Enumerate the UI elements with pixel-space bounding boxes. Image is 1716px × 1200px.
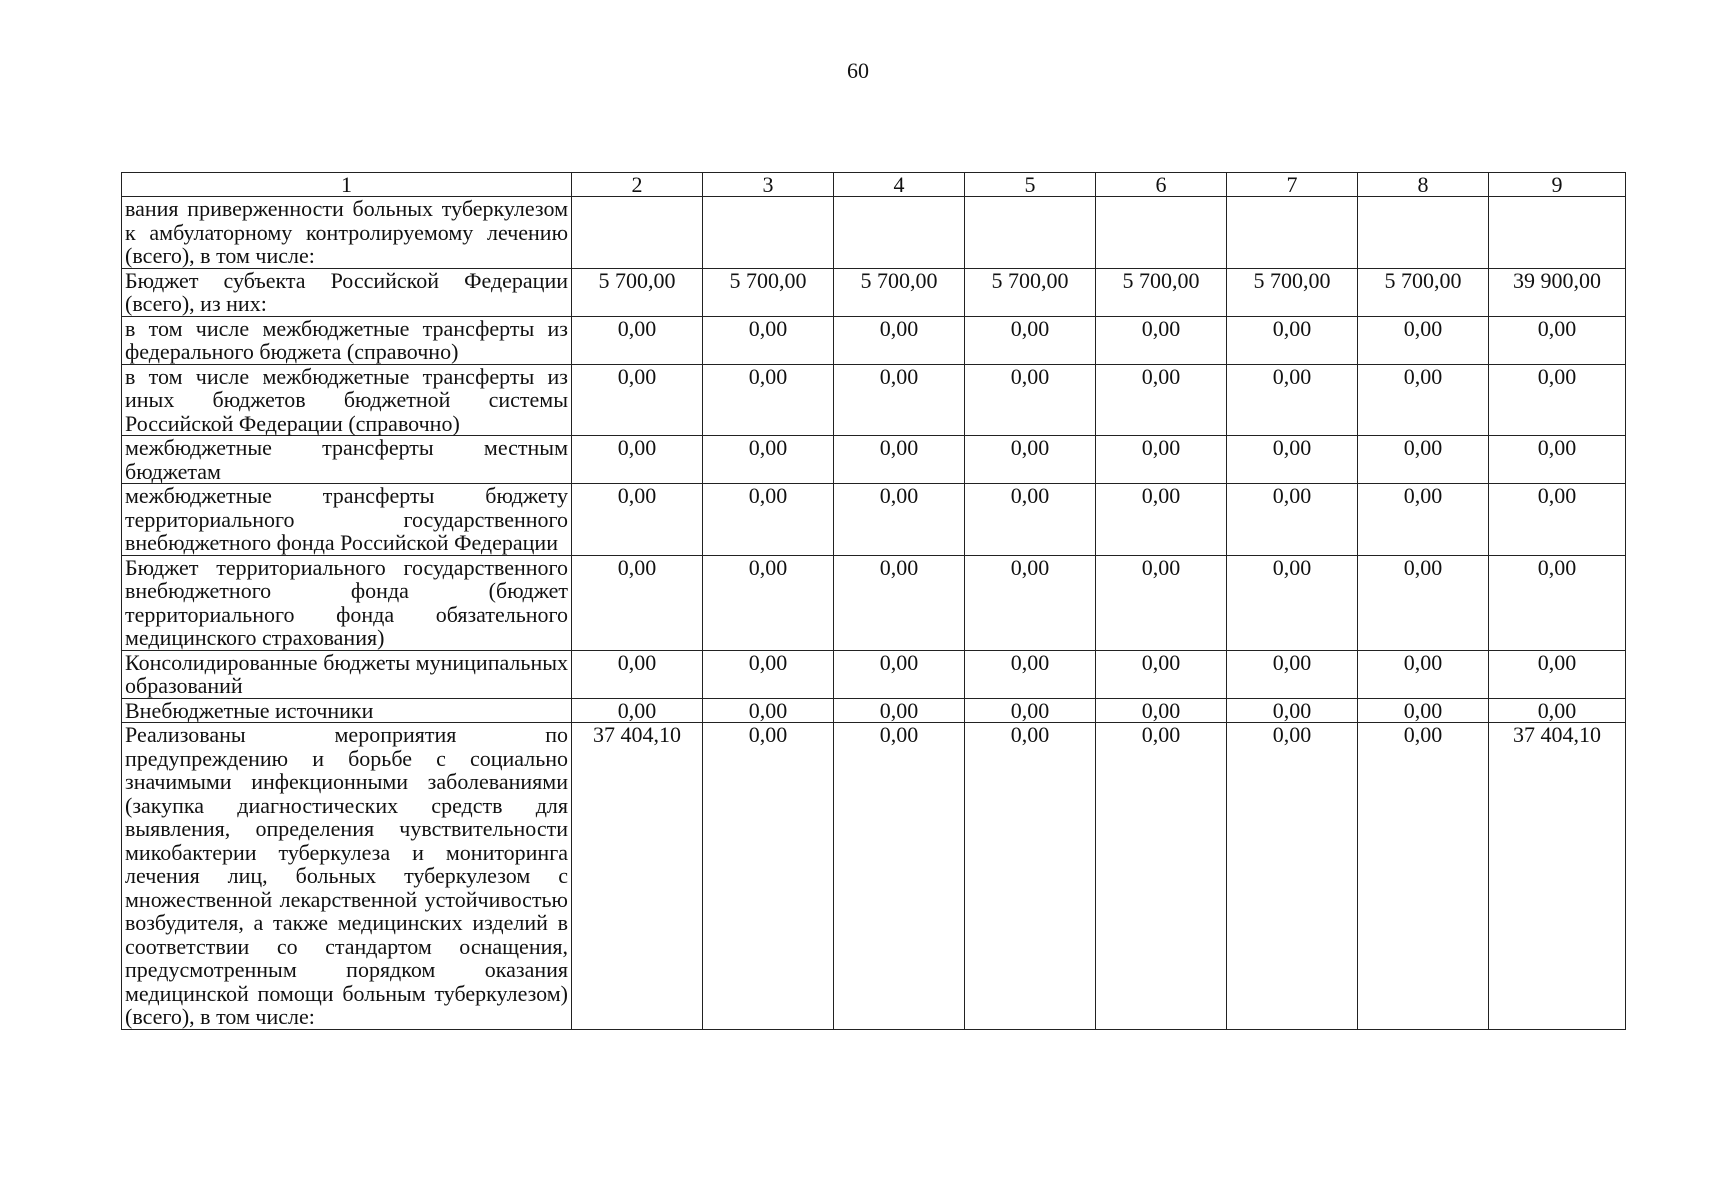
row-value: 0,00 [572,555,703,650]
row-value: 0,00 [834,650,965,698]
row-value: 0,00 [572,484,703,556]
row-value: 0,00 [1489,316,1626,364]
row-label: Внебюджетные источники [122,698,572,723]
row-value [834,197,965,269]
row-value: 5 700,00 [1227,268,1358,316]
row-value: 0,00 [834,698,965,723]
row-value: 0,00 [1489,650,1626,698]
table-row [122,555,1626,650]
row-value: 0,00 [1358,555,1489,650]
row-value: 0,00 [1096,650,1227,698]
table-row [122,698,1626,723]
row-label: Консолидированные бюджеты муниципальных образований [122,650,572,698]
row-value: 0,00 [1227,316,1358,364]
row-value: 0,00 [1096,364,1227,436]
row-value: 5 700,00 [834,268,965,316]
row-value: 0,00 [703,364,834,436]
row-value: 0,00 [1096,484,1227,556]
table-row [122,268,1626,316]
row-value: 0,00 [965,484,1096,556]
row-value: 0,00 [572,436,703,484]
row-value: 37 404,10 [1489,723,1626,1030]
row-value: 0,00 [1227,436,1358,484]
row-value: 0,00 [1358,316,1489,364]
table-row [122,316,1626,364]
row-value: 0,00 [1489,555,1626,650]
row-value: 0,00 [834,316,965,364]
row-value: 0,00 [1489,698,1626,723]
column-header: 1 [122,173,572,197]
row-value: 0,00 [572,650,703,698]
row-value: 0,00 [965,698,1096,723]
row-value: 0,00 [703,555,834,650]
row-value: 0,00 [965,555,1096,650]
row-value: 5 700,00 [1096,268,1227,316]
table-row [122,436,1626,484]
row-label: в том числе межбюджетные трансферты из иных бюджетов бюджетной системы Российской Федерации (справочно) [122,364,572,436]
row-value [1489,197,1626,269]
row-label: Бюджет территориального государственного внебюджетного фонда (бюджет территориального фонда обязательного медицинского страхования) [122,555,572,650]
row-value: 0,00 [1489,364,1626,436]
row-label: межбюджетные трансферты местным бюджетам [122,436,572,484]
table-header [122,173,1626,197]
row-value: 0,00 [1227,484,1358,556]
row-value: 0,00 [1358,723,1489,1030]
row-value: 0,00 [1227,555,1358,650]
table-row [122,364,1626,436]
row-value: 0,00 [703,698,834,723]
column-header: 7 [1227,173,1358,197]
row-value [572,197,703,269]
row-value: 0,00 [1227,364,1358,436]
row-value [1096,197,1227,269]
page-number: 60 [847,58,869,83]
row-value: 0,00 [1358,650,1489,698]
row-value: 0,00 [1096,436,1227,484]
column-header: 4 [834,173,965,197]
row-value: 5 700,00 [1358,268,1489,316]
row-value: 0,00 [1227,723,1358,1030]
row-value: 0,00 [1096,698,1227,723]
row-value [1227,197,1358,269]
row-value: 0,00 [572,316,703,364]
row-value: 0,00 [572,364,703,436]
row-value: 0,00 [1096,723,1227,1030]
row-value: 0,00 [965,316,1096,364]
row-value: 0,00 [703,316,834,364]
row-value: 0,00 [1358,364,1489,436]
row-value: 0,00 [1227,698,1358,723]
column-header: 5 [965,173,1096,197]
table-body [122,197,1626,1030]
row-label: межбюджетные трансферты бюджету территориального государственного внебюджетного фонда Российской Федерации [122,484,572,556]
budget-table [121,172,1626,1030]
row-value: 0,00 [1358,436,1489,484]
table-row [122,723,1626,1030]
row-value: 37 404,10 [572,723,703,1030]
row-value: 5 700,00 [965,268,1096,316]
column-header: 6 [1096,173,1227,197]
row-value: 0,00 [965,364,1096,436]
row-value [1358,197,1489,269]
table-row [122,650,1626,698]
column-header: 9 [1489,173,1626,197]
table-row [122,484,1626,556]
row-label: Реализованы мероприятия по предупреждению и борьбе с социально значимыми инфекционными заболеваниями (закупка диагностических средств для выявления, определения чувствительности микобактерии туберкулеза и мониторинга лечения лиц, больных туберкулезом с множественной лекарственной устойчивостью возбудителя, а также медицинских изделий в соответствии со стандартом оснащения, предусмотренным порядком оказания медицинской помощи больным туберкулезом) (всего), в том числе: [122,723,572,1030]
table-row [122,197,1626,269]
row-value: 0,00 [703,436,834,484]
row-value: 0,00 [834,436,965,484]
column-header: 8 [1358,173,1489,197]
column-header: 2 [572,173,703,197]
column-numbers-row [122,173,1626,197]
row-value: 0,00 [965,723,1096,1030]
row-label: Бюджет субъекта Российской Федерации (всего), из них: [122,268,572,316]
row-value: 0,00 [1096,316,1227,364]
row-value: 0,00 [703,650,834,698]
column-header: 3 [703,173,834,197]
row-value: 0,00 [1358,698,1489,723]
row-value: 5 700,00 [703,268,834,316]
row-value: 5 700,00 [572,268,703,316]
row-value: 0,00 [1358,484,1489,556]
row-value: 0,00 [703,723,834,1030]
row-value: 0,00 [834,555,965,650]
row-value: 0,00 [1489,436,1626,484]
row-value: 0,00 [572,698,703,723]
row-value: 0,00 [834,723,965,1030]
row-value: 0,00 [703,484,834,556]
row-value: 0,00 [834,364,965,436]
row-value: 0,00 [1489,484,1626,556]
row-label: в том числе межбюджетные трансферты из федерального бюджета (справочно) [122,316,572,364]
row-value: 0,00 [834,484,965,556]
row-value: 0,00 [1096,555,1227,650]
row-value [703,197,834,269]
row-value: 0,00 [965,436,1096,484]
row-value: 0,00 [1227,650,1358,698]
row-value [965,197,1096,269]
row-value: 0,00 [965,650,1096,698]
row-label: вания приверженности больных туберкулезом к амбулаторному контролируемому лечению (всего), в том числе: [122,197,572,269]
row-value: 39 900,00 [1489,268,1626,316]
